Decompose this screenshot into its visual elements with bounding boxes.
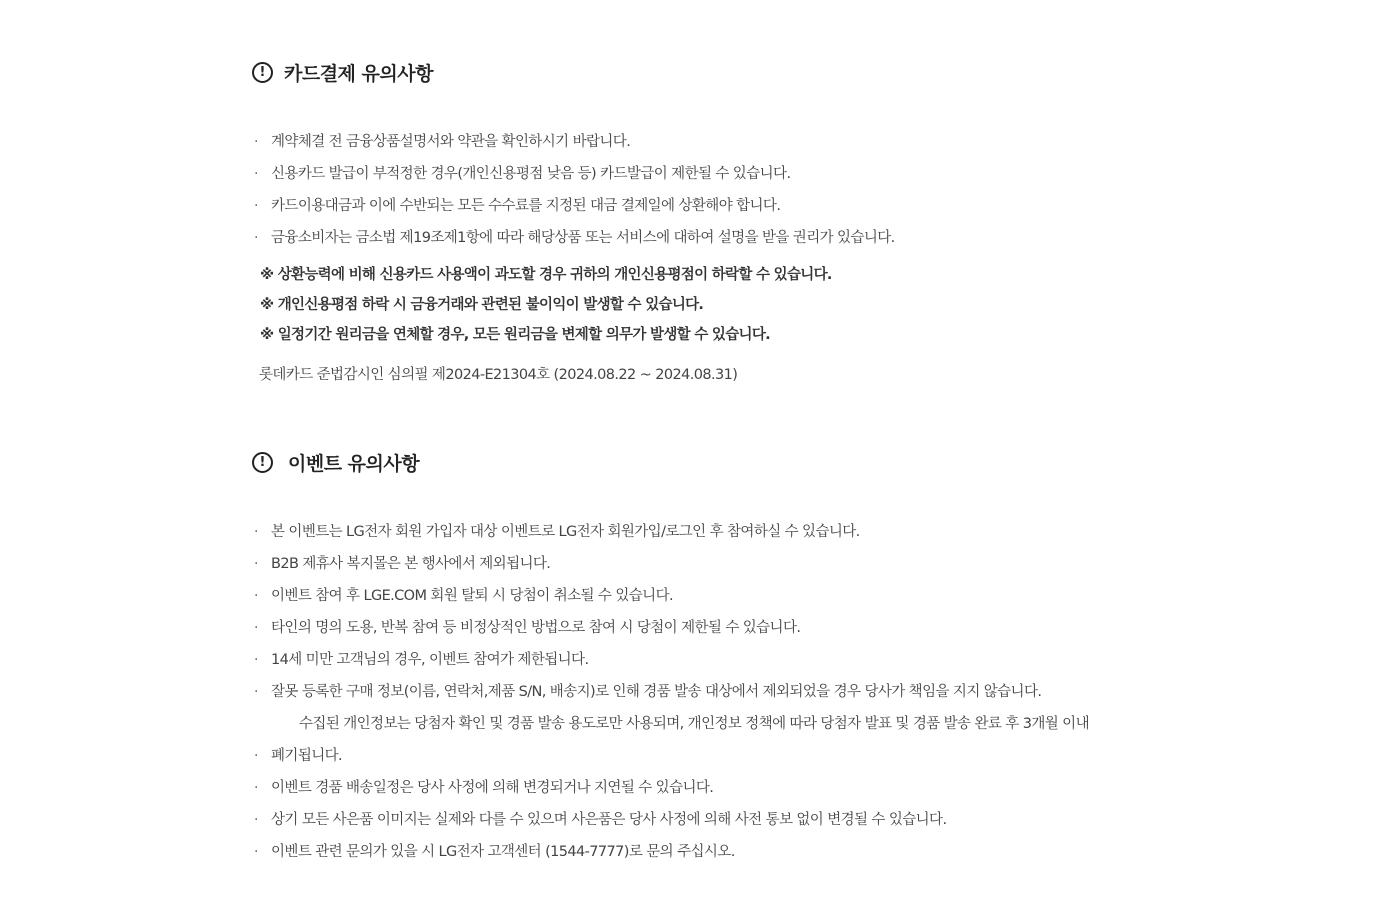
list-item-text: B2B 제휴사 복지몰은 본 행사에서 제외됩니다.: [271, 556, 551, 572]
list-item-text: 폐기됩니다.: [271, 748, 343, 764]
list-item-text: 수집된 개인정보는 당첨자 확인 및 경품 발송 용도로만 사용되며, 개인정보 정책에 따라 당첨자 발표 및 경품 발송 완료 후 3개월 이내: [299, 716, 1089, 732]
list-item: [252, 516, 1252, 548]
event-notice-title: 이벤트 유의사항: [288, 452, 420, 475]
list-item-text: 타인의 명의 도용, 반복 참여 등 비정상적인 방법으로 참여 시 당첨이 제한될 수 있습니다.: [271, 620, 801, 636]
card-payment-notice-section: [252, 56, 1252, 390]
list-item: [252, 644, 1252, 676]
bullet-dot: ·: [254, 230, 258, 246]
bullet-dot: ·: [254, 524, 258, 540]
list-item-text: 카드이용대금과 이에 수반되는 모든 수수료를 지정된 대금 결제일에 상환해야 합니다.: [271, 198, 781, 214]
list-item: [252, 548, 1252, 580]
credit-warning-text: ※ 일정기간 원리금을 연체할 경우, 모든 원리금을 변제할 의무가 발생할 수 있습니다.: [260, 327, 770, 343]
bullet-dot: ·: [254, 198, 258, 214]
list-item: [252, 804, 1252, 836]
bullet-dot: ·: [254, 620, 258, 636]
bullet-dot: ·: [254, 748, 258, 764]
bullet-dot: ·: [254, 652, 258, 668]
bullet-dot: ·: [254, 844, 258, 860]
list-item: [252, 740, 1252, 772]
card-payment-notice-title: 카드결제 유의사항: [284, 62, 433, 85]
credit-warning-block: [252, 260, 1252, 350]
credit-warning-text: ※ 상환능력에 비해 신용카드 사용액이 과도할 경우 귀하의 개인신용평점이 하락할 수 있습니다.: [260, 267, 832, 283]
list-item-text: 14세 미만 고객님의 경우, 이벤트 참여가 제한됩니다.: [271, 652, 589, 668]
list-item-text: 잘못 등록한 구매 정보(이름, 연락처,제품 S/N, 배송지)로 인해 경품 발송 대상에서 제외되었을 경우 당사가 책임을 지지 않습니다.: [271, 684, 1042, 700]
list-item: [252, 158, 1252, 190]
list-item: [252, 772, 1252, 804]
list-item: [252, 190, 1252, 222]
bullet-dot: ·: [254, 556, 258, 572]
bullet-dot: ·: [254, 684, 258, 700]
bullet-dot: ·: [254, 780, 258, 796]
card-payment-notice-list: [252, 126, 1252, 254]
list-item-text: 이벤트 경품 배송일정은 당사 사정에 의해 변경되거나 지연될 수 있습니다.: [271, 780, 714, 796]
exclamation-circle-icon: !: [252, 452, 273, 473]
list-item-text: 신용카드 발급이 부적정한 경우(개인신용평점 낮음 등) 카드발급이 제한될 수 있습니다.: [271, 166, 791, 182]
event-notice-list: [252, 516, 1252, 868]
event-notice-header: [252, 446, 1252, 478]
list-item: [252, 612, 1252, 644]
list-item: [252, 126, 1252, 158]
compliance-review-number: 롯데카드 준법감시인 심의필 제2024-E21304호 (2024.08.22 ~ 2024.08.31): [259, 367, 738, 383]
list-item-text: 계약체결 전 금융상품설명서와 약관을 확인하시기 바랍니다.: [271, 134, 631, 150]
list-item: [252, 836, 1252, 868]
list-item-text: 본 이벤트는 LG전자 회원 가입자 대상 이벤트로 LG전자 회원가입/로그인 후 참여하실 수 있습니다.: [271, 524, 860, 540]
bullet-dot: ·: [254, 812, 258, 828]
list-item-text: 금융소비자는 금소법 제19조제1항에 따라 해당상품 또는 서비스에 대하여 설명을 받을 권리가 있습니다.: [271, 230, 895, 246]
list-item: [252, 580, 1252, 612]
list-item: [252, 676, 1252, 708]
bullet-dot: ·: [254, 588, 258, 604]
list-item-continuation: [252, 708, 1252, 740]
list-item-text: 상기 모든 사은품 이미지는 실제와 다를 수 있으며 사은품은 당사 사정에 의해 사전 통보 없이 변경될 수 있습니다.: [271, 812, 947, 828]
bullet-dot: ·: [254, 166, 258, 182]
card-payment-notice-header: [252, 56, 1252, 88]
list-item: [252, 222, 1252, 254]
bullet-dot: ·: [254, 134, 258, 150]
event-notice-section: [252, 446, 1252, 868]
list-item-text: 이벤트 관련 문의가 있을 시 LG전자 고객센터 (1544-7777)로 문의 주십시오.: [271, 844, 735, 860]
list-item-text: 이벤트 참여 후 LGE.COM 회원 탈퇴 시 당첨이 취소될 수 있습니다.: [271, 588, 673, 604]
credit-warning-text: ※ 개인신용평점 하락 시 금융거래와 관련된 불이익이 발생할 수 있습니다.: [260, 297, 704, 313]
exclamation-circle-icon: !: [252, 62, 273, 83]
